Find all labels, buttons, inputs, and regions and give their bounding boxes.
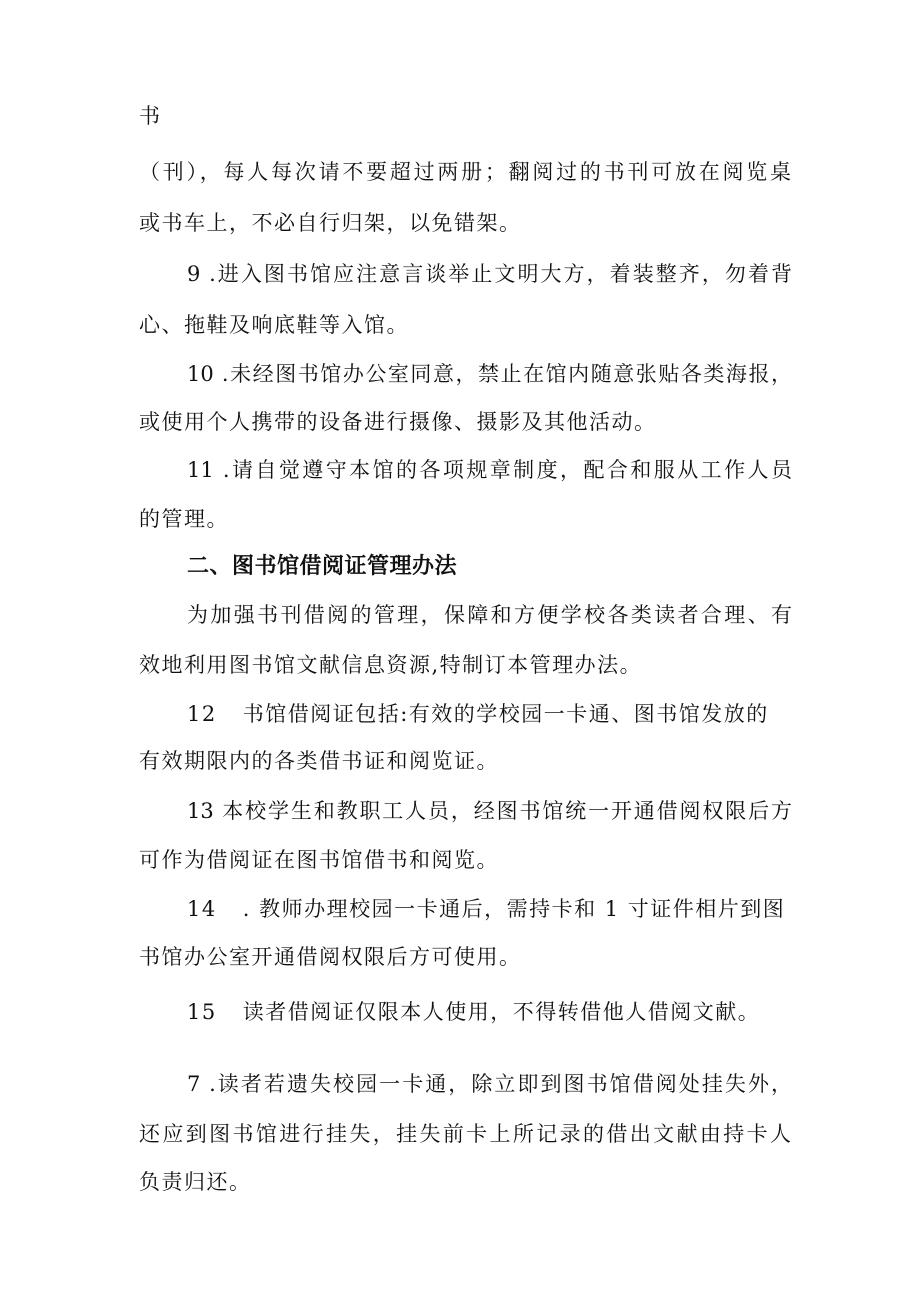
item-number: 15 bbox=[187, 1000, 217, 1024]
text-line: 还应到图书馆进行挂失，挂失前卡上所记录的借出文献由持卡人 bbox=[139, 1122, 791, 1146]
item-text: . 教师办理校园一卡通后，需持卡和 1 寸证件相片到图 bbox=[242, 897, 786, 921]
list-item-7: 7 .读者若遗失校园一卡通，除立即到图书馆借阅处挂失外， bbox=[187, 1072, 792, 1096]
text-line: 心、拖鞋及响底鞋等入馆。 bbox=[139, 313, 409, 337]
paragraph-intro: 为加强书刊借阅的管理，保障和方便学校各类读者合理、有 bbox=[187, 603, 792, 627]
text-line: 的管理。 bbox=[139, 507, 229, 531]
list-item-11: 11 .请自觉遵守本馆的各项规章制度，配合和服从工作人员 bbox=[187, 458, 792, 482]
text-line: （刊），每人每次请不要超过两册；翻阅过的书刊可放在阅览桌 bbox=[139, 160, 791, 184]
text-line: 效地利用图书馆文献信息资源,特制订本管理办法。 bbox=[139, 653, 643, 677]
text-line: 书 bbox=[139, 104, 162, 128]
list-item-10: 10 .未经图书馆办公室同意，禁止在馆内随意张贴各类海报， bbox=[187, 362, 792, 386]
text-line: 或使用个人携带的设备进行摄像、摄影及其他活动。 bbox=[139, 410, 657, 434]
text-line: 有效期限内的各类借书证和阅览证。 bbox=[139, 749, 499, 773]
text-line: 或书车上，不必自行归架，以免错架。 bbox=[139, 211, 522, 235]
text-line: 书馆办公室开通借阅权限后方可使用。 bbox=[139, 945, 522, 969]
item-number: 14 bbox=[187, 897, 217, 921]
item-text: 书馆借阅证包括:有效的学校园一卡通、图书馆发放的 bbox=[242, 702, 769, 726]
text-line: 负责归还。 bbox=[139, 1170, 252, 1194]
text-line: 可作为借阅证在图书馆借书和阅览。 bbox=[139, 848, 499, 872]
item-number: 12 bbox=[187, 702, 217, 726]
list-item-13: 13 本校学生和教职工人员，经图书馆统一开通借阅权限后方 bbox=[187, 799, 792, 823]
list-item-12 bbox=[187, 699, 769, 729]
list-item-15 bbox=[187, 997, 760, 1027]
section-heading: 二、图书馆借阅证管理办法 bbox=[187, 554, 458, 579]
item-text: 读者借阅证仅限本人使用，不得转借他人借阅文献。 bbox=[242, 1000, 761, 1024]
list-item-14 bbox=[187, 894, 785, 924]
list-item-9: 9 .进入图书馆应注意言谈举止文明大方，着装整齐，勿着背 bbox=[187, 262, 792, 286]
